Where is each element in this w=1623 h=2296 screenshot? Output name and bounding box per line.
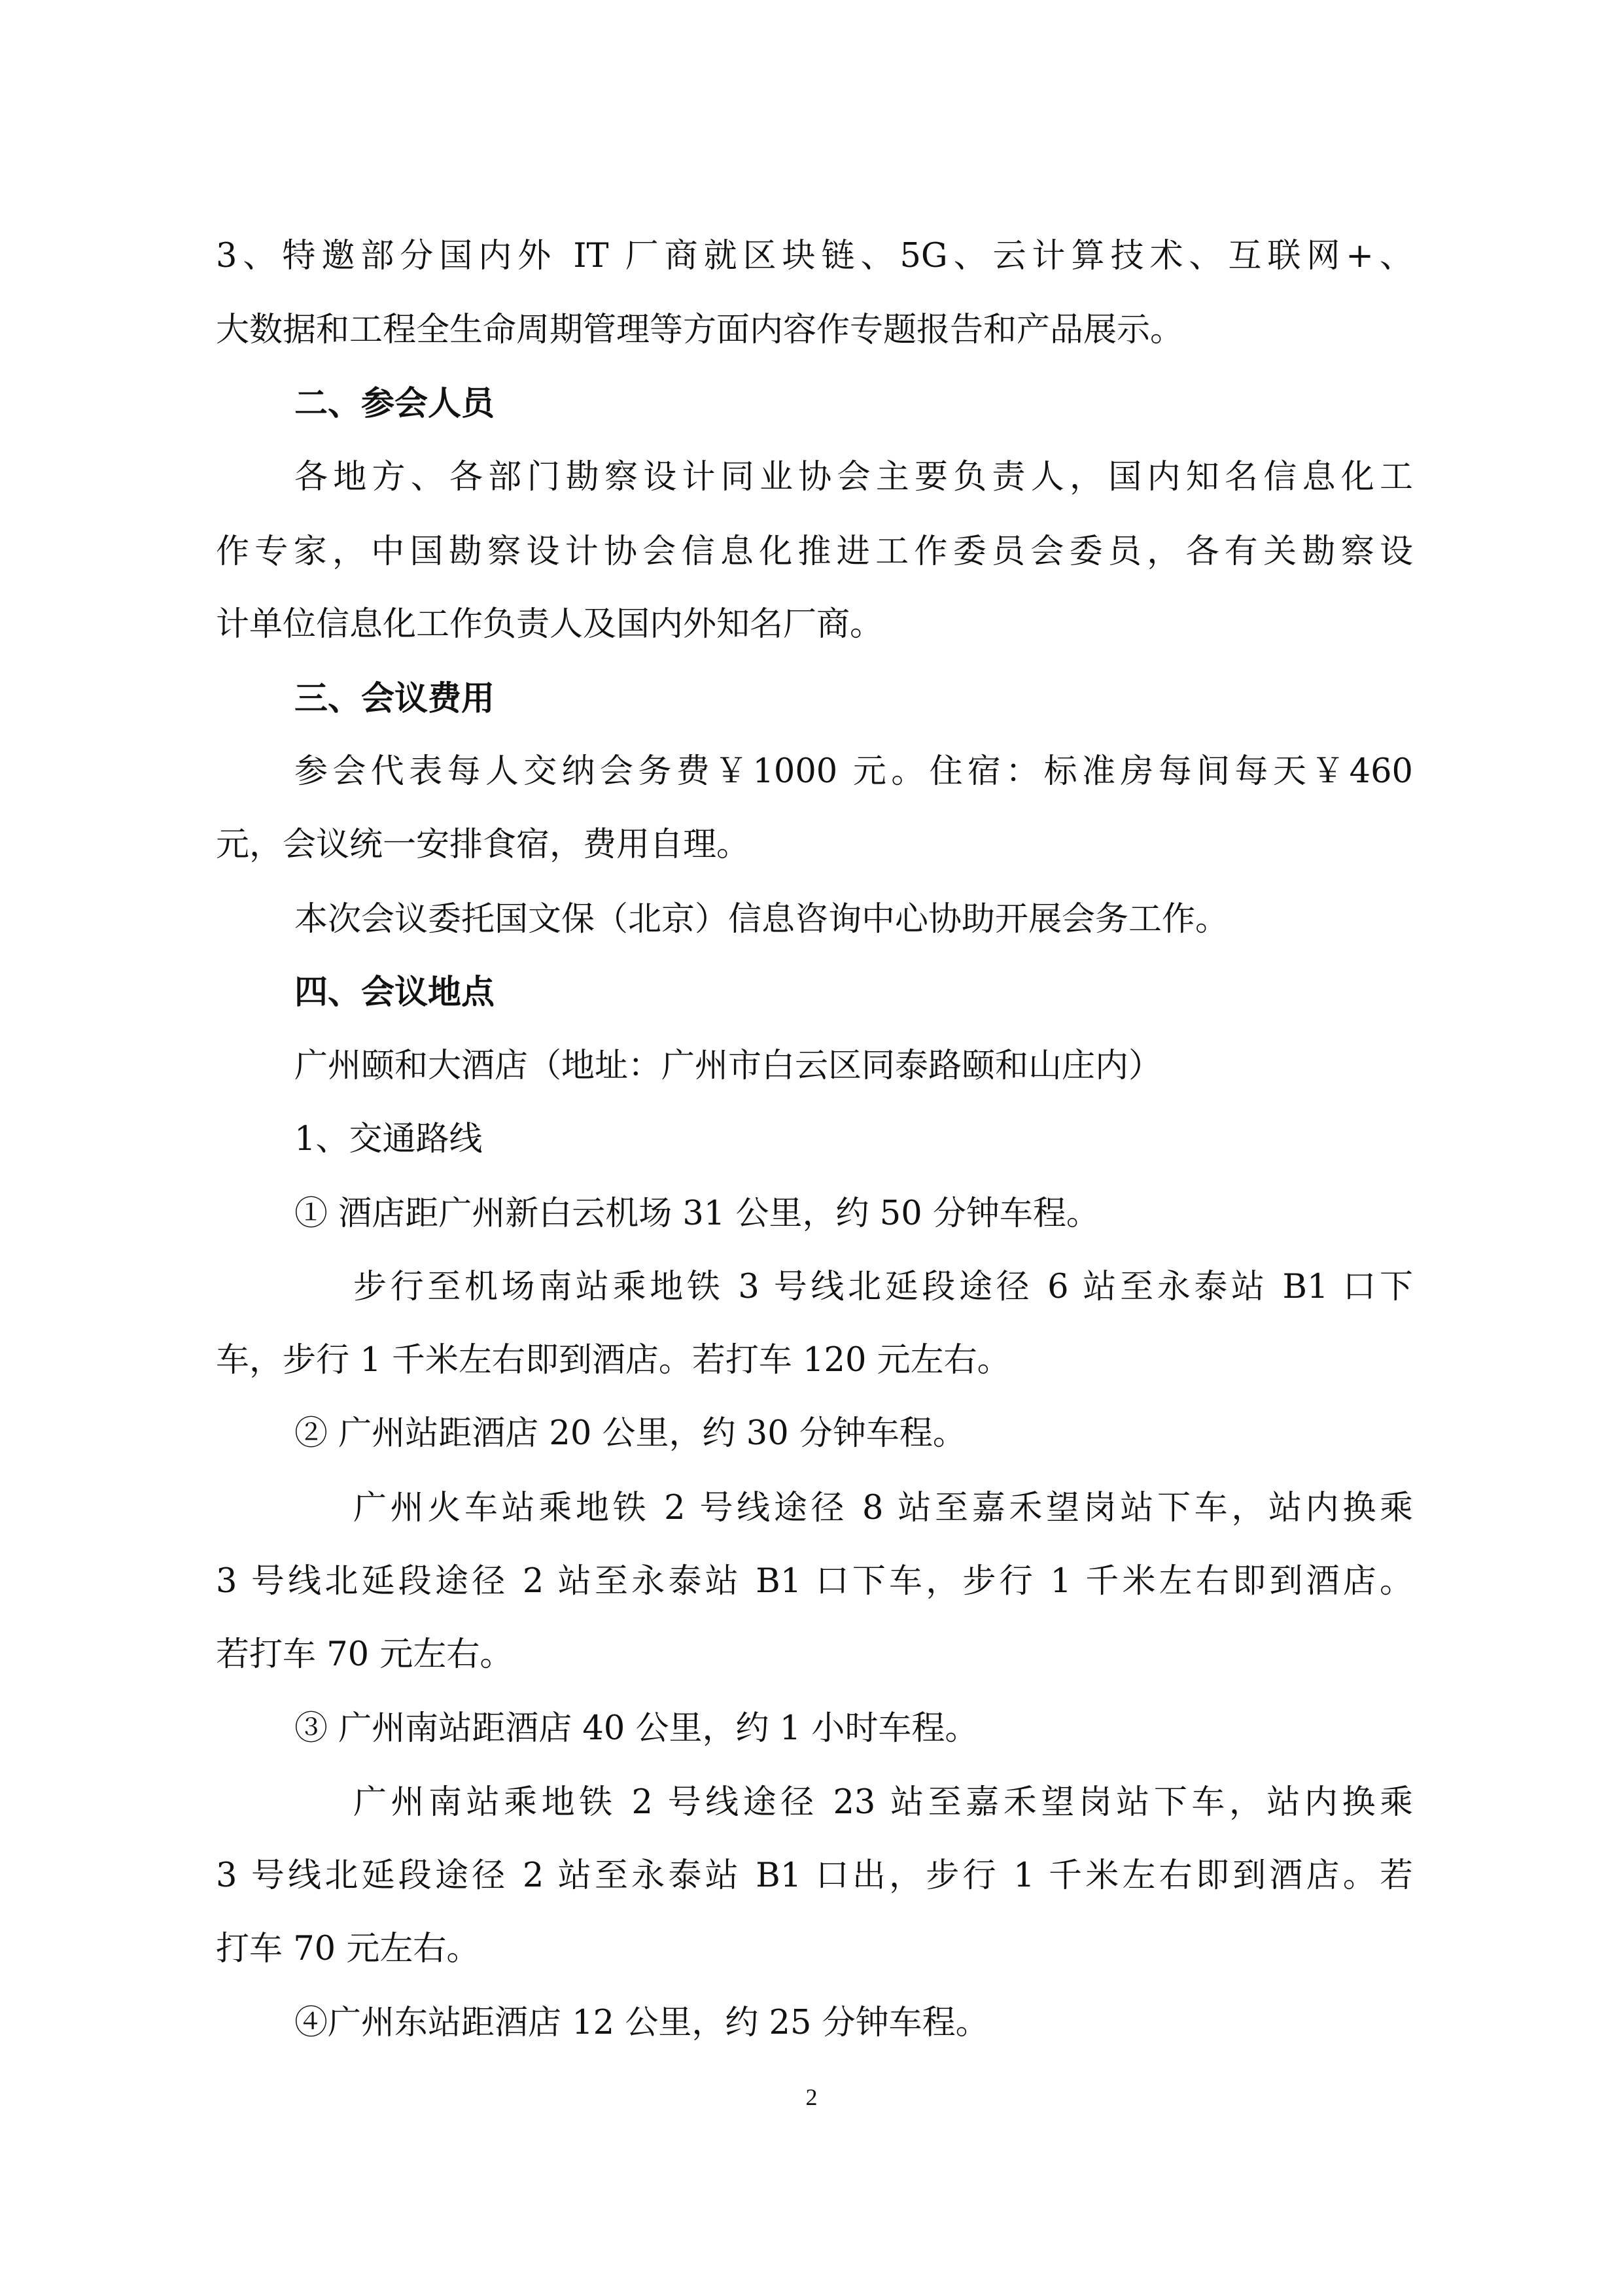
paragraph-line: 参会代表每人交纳会务费￥1000 元。住宿：标准房每间每天￥460 <box>294 752 1413 791</box>
paragraph-line: 车，步行 1 千米左右即到酒店。若打车 120 元左右。 <box>216 1341 1011 1380</box>
list-item-guangzhou-south: ③ 广州南站距酒店 40 公里，约 1 小时车程。 <box>294 1709 979 1748</box>
paragraph-line: 计单位信息化工作负责人及国内外知名厂商。 <box>216 605 884 644</box>
paragraph-line: 若打车 70 元左右。 <box>216 1635 514 1674</box>
page-number: 2 <box>805 2084 818 2110</box>
paragraph-line: 3 号线北延段途径 2 站至永泰站 B1 口出，步行 1 千米左右即到酒店。若 <box>216 1856 1413 1895</box>
section-heading-attendees: 二、参会人员 <box>294 384 495 423</box>
paragraph-line: 大数据和工程全生命周期管理等方面内容作专题报告和产品展示。 <box>216 311 1184 349</box>
paragraph-line: 各地方、各部门勘察设计同业协会主要负责人，国内知名信息化工 <box>294 458 1413 496</box>
paragraph-line: 作专家，中国勘察设计协会信息化推进工作委员会委员，各有关勘察设 <box>216 532 1413 571</box>
section-heading-venue: 四、会议地点 <box>294 973 495 1012</box>
paragraph-line: 广州南站乘地铁 2 号线途径 23 站至嘉禾望岗站下车，站内换乘 <box>353 1783 1413 1822</box>
paragraph-line: 3、特邀部分国内外 IT 厂商就区块链、5G、云计算技术、互联网+、 <box>216 237 1413 275</box>
paragraph-line: 步行至机场南站乘地铁 3 号线北延段途径 6 站至永泰站 B1 口下 <box>353 1268 1413 1306</box>
subheading-transport: 1、交通路线 <box>294 1120 483 1158</box>
section-heading-fees: 三、会议费用 <box>294 679 495 718</box>
paragraph-line: 打车 70 元左右。 <box>216 1930 480 1968</box>
paragraph-line: 元，会议统一安排食宿，费用自理。 <box>216 826 750 864</box>
list-item-guangzhou-east: ④广州东站距酒店 12 公里，约 25 分钟车程。 <box>294 2004 989 2042</box>
paragraph-line: 广州火车站乘地铁 2 号线途径 8 站至嘉禾望岗站下车，站内换乘 <box>353 1489 1413 1527</box>
list-item-airport: ① 酒店距广州新白云机场 31 公里，约 50 分钟车程。 <box>294 1194 1100 1233</box>
paragraph-line: 3 号线北延段途径 2 站至永泰站 B1 口下车，步行 1 千米左右即到酒店。 <box>216 1562 1413 1601</box>
list-item-guangzhou-station: ② 广州站距酒店 20 公里，约 30 分钟车程。 <box>294 1414 966 1453</box>
paragraph-line: 广州颐和大酒店（地址：广州市白云区同泰路颐和山庄内） <box>294 1047 1162 1085</box>
paragraph-line: 本次会议委托国文保（北京）信息咨询中心协助开展会务工作。 <box>294 900 1229 939</box>
